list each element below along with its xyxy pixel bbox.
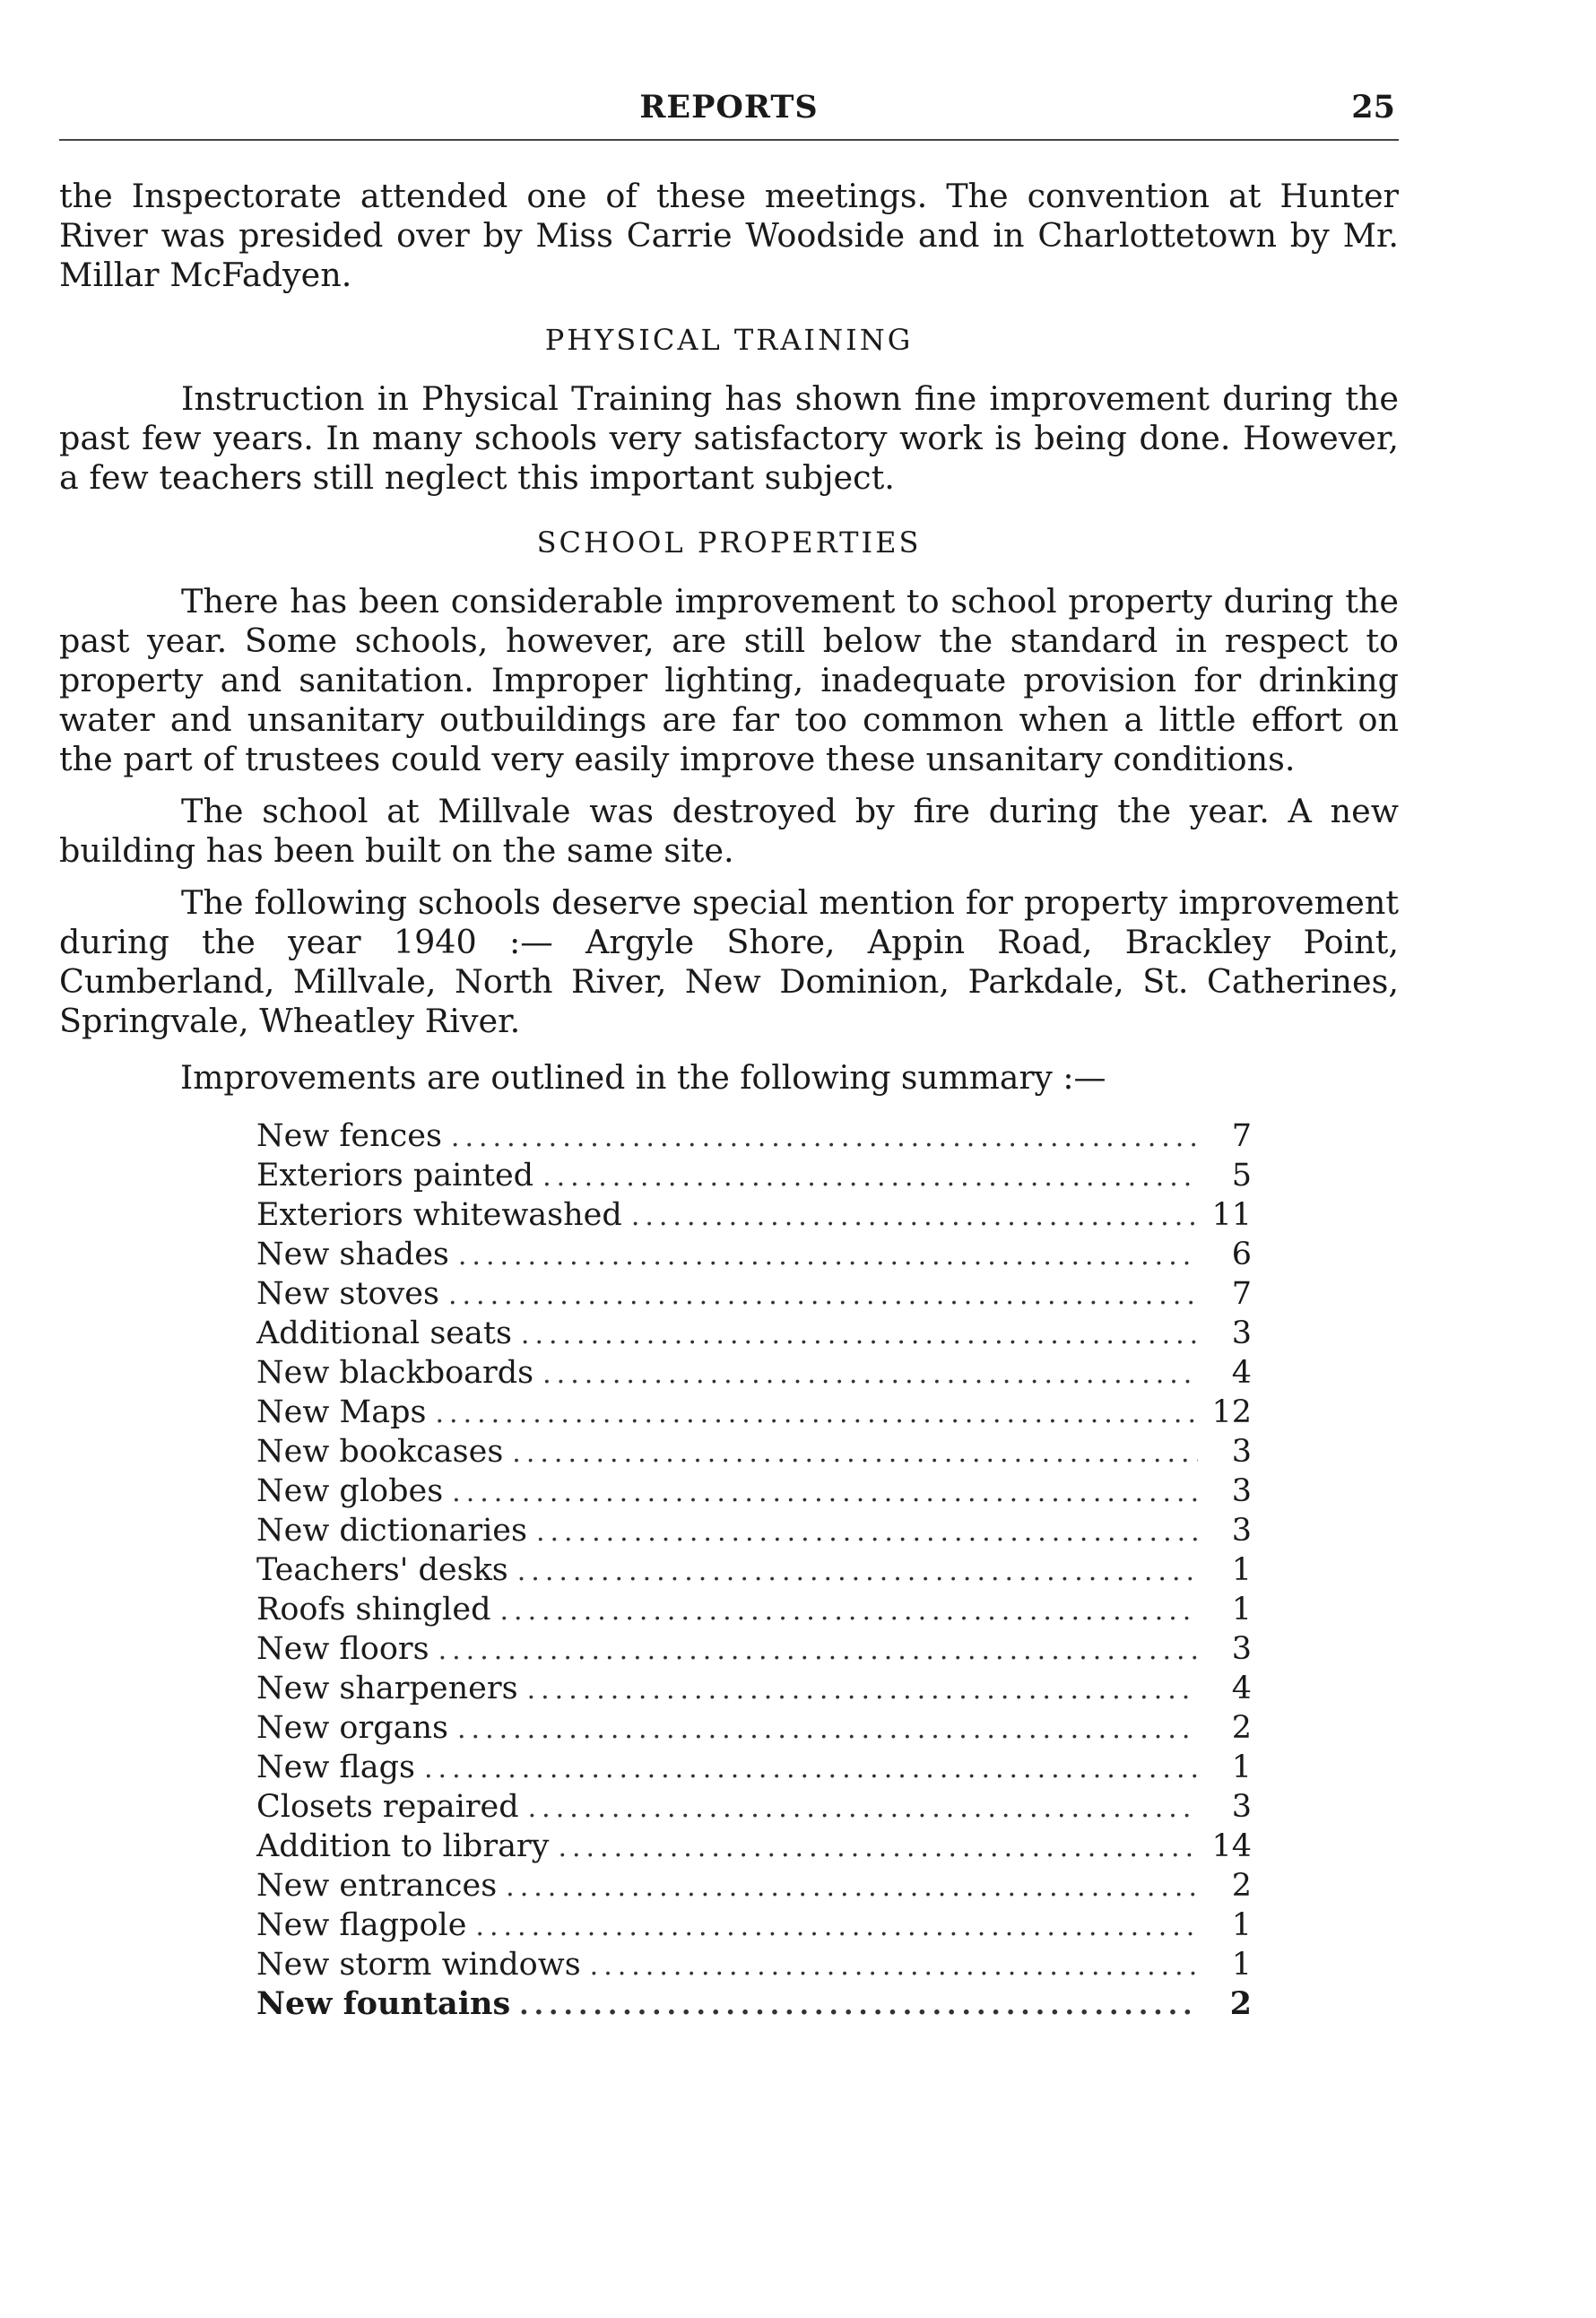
leader-dots <box>512 1434 1198 1473</box>
summary-row <box>256 1550 1252 1590</box>
leader-dots <box>451 1118 1198 1158</box>
summary-item-count: 1 <box>1231 1947 1252 1983</box>
leader-dots <box>475 1907 1198 1947</box>
summary-item-label: New storm windows <box>256 1947 581 1983</box>
summary-item-label: New shades <box>256 1237 449 1272</box>
summary-row <box>256 1669 1252 1708</box>
leader-dots <box>424 1749 1198 1789</box>
summary-item-count: 1 <box>1231 1907 1252 1943</box>
summary-item-count: 3 <box>1231 1315 1252 1351</box>
summary-item-label: New stoves <box>256 1276 439 1312</box>
summary-item-count: 2 <box>1231 1868 1252 1904</box>
summary-row <box>256 1866 1252 1906</box>
leader-dots <box>527 1671 1198 1710</box>
paragraph-continuation: the Inspectorate attended one of these meetings. The convention at Hunter River was presided over by Miss Carrie Woodside and in Charlottetown by Mr. Millar McFadyen. <box>59 177 1399 294</box>
summary-item-count: 2 <box>1229 1985 1252 2022</box>
summary-item-count: 11 <box>1211 1197 1252 1233</box>
summary-item-count: 3 <box>1231 1473 1252 1509</box>
summary-row <box>256 1195 1252 1235</box>
summary-item-label: Roofs shingled <box>256 1592 491 1628</box>
section-heading-school-properties: SCHOOL PROPERTIES <box>536 525 922 560</box>
leader-dots <box>517 1552 1198 1592</box>
summary-item-label: New fountains <box>256 1985 511 2022</box>
summary-item-count: 2 <box>1231 1710 1252 1746</box>
leader-dots <box>590 1947 1198 1986</box>
summary-item-label: Exteriors painted <box>256 1158 534 1194</box>
leader-dots <box>500 1592 1199 1631</box>
summary-row <box>256 1787 1252 1827</box>
summary-item-label: New flags <box>256 1749 415 1785</box>
page-number: 25 <box>1351 89 1395 126</box>
summary-item-count: 12 <box>1211 1394 1252 1430</box>
document-page <box>59 85 1399 2024</box>
summary-row <box>256 1511 1252 1550</box>
leader-dots <box>458 1237 1198 1276</box>
summary-row <box>256 1984 1252 2024</box>
paragraph-school-property: There has been considerable improvement to school property during the past year. Some schools, however, are still below the standard in respect to property and sanitation. Improper lighting, inadequate provision for drinking water and unsanitary outbuildings are far too common when a little effort on the part of trustees could very easily improve these unsanitary conditions. <box>59 582 1399 778</box>
summary-item-count: 14 <box>1211 1828 1252 1864</box>
leader-dots <box>521 1315 1198 1355</box>
summary-row <box>256 1274 1252 1314</box>
paragraph-physical-training: Instruction in Physical Training has shown fine improvement during the past few years. In many schools very satisfactory work is being done. However, a few teachers still neglect this important subject. <box>59 379 1399 497</box>
summary-item-label: Additional seats <box>256 1315 512 1351</box>
summary-item-count: 7 <box>1231 1118 1252 1154</box>
summary-item-label: New dictionaries <box>256 1513 527 1549</box>
leader-dots <box>438 1631 1198 1671</box>
leader-dots <box>452 1473 1198 1513</box>
summary-row <box>256 1393 1252 1432</box>
leader-dots <box>519 1986 1198 2026</box>
summary-row <box>256 1472 1252 1511</box>
summary-item-label: Exteriors whitewashed <box>256 1197 622 1233</box>
summary-item-count: 5 <box>1231 1158 1252 1194</box>
summary-item-label: New organs <box>256 1710 448 1746</box>
summary-item-count: 7 <box>1231 1276 1252 1312</box>
summary-item-label: Teachers' desks <box>256 1552 508 1588</box>
summary-item-count: 4 <box>1231 1671 1252 1706</box>
leader-dots <box>558 1828 1198 1868</box>
summary-item-label: New bookcases <box>256 1434 504 1470</box>
summary-row <box>256 1906 1252 1945</box>
summary-row <box>256 1235 1252 1274</box>
summary-item-count: 3 <box>1231 1631 1252 1667</box>
leader-dots <box>457 1710 1198 1749</box>
leader-dots <box>542 1355 1198 1394</box>
summary-item-count: 3 <box>1231 1434 1252 1470</box>
paragraph-special-mention: The following schools deserve special mention for property improvement during the year 1940 :— Argyle Shore, Appin Road, Brackley Point, Cumberland, Millvale, North River, New Dominion, Parkdale, St. Catherines, Springvale, Wheatley River. <box>59 883 1399 1040</box>
summary-item-count: 1 <box>1231 1749 1252 1785</box>
summary-row <box>256 1708 1252 1748</box>
running-header <box>59 85 1399 141</box>
summary-item-label: Closets repaired <box>256 1789 519 1825</box>
leader-dots <box>631 1197 1198 1237</box>
body-text <box>59 177 1399 2024</box>
summary-row <box>256 1590 1252 1629</box>
summary-row <box>256 1827 1252 1866</box>
summary-row <box>256 1156 1252 1195</box>
page-title: REPORTS <box>639 89 819 126</box>
summary-row <box>256 1629 1252 1669</box>
summary-row <box>256 1314 1252 1353</box>
leader-dots <box>506 1868 1198 1907</box>
summary-row <box>256 1432 1252 1472</box>
leader-dots <box>542 1158 1198 1197</box>
summary-item-count: 3 <box>1231 1513 1252 1549</box>
summary-item-label: New entrances <box>256 1868 498 1904</box>
summary-row <box>256 1116 1252 1156</box>
paragraph-millvale: The school at Millvale was destroyed by fire during the year. A new building has been built on the same site. <box>59 792 1399 870</box>
summary-item-count: 1 <box>1231 1552 1252 1588</box>
improvements-summary-list <box>256 1116 1252 2024</box>
leader-dots <box>436 1394 1199 1434</box>
summary-item-count: 1 <box>1231 1592 1252 1628</box>
leader-dots <box>448 1276 1198 1315</box>
summary-item-label: New sharpeners <box>256 1671 518 1706</box>
summary-item-label: New flagpole <box>256 1907 467 1943</box>
summary-item-label: New blackboards <box>256 1355 534 1391</box>
summary-row <box>256 1353 1252 1393</box>
leader-dots <box>528 1789 1198 1828</box>
summary-item-count: 6 <box>1231 1237 1252 1272</box>
summary-intro: Improvements are outlined in the following summary :— <box>180 1060 1106 1097</box>
summary-item-count: 4 <box>1231 1355 1252 1391</box>
summary-row <box>256 1748 1252 1787</box>
section-heading-physical-training: PHYSICAL TRAINING <box>544 323 914 357</box>
summary-item-label: New Maps <box>256 1394 427 1430</box>
summary-item-count: 3 <box>1231 1789 1252 1825</box>
summary-row <box>256 1945 1252 1984</box>
summary-item-label: New globes <box>256 1473 444 1509</box>
summary-item-label: Addition to library <box>256 1828 550 1864</box>
leader-dots <box>536 1513 1198 1552</box>
summary-item-label: New floors <box>256 1631 429 1667</box>
summary-item-label: New fences <box>256 1118 442 1154</box>
